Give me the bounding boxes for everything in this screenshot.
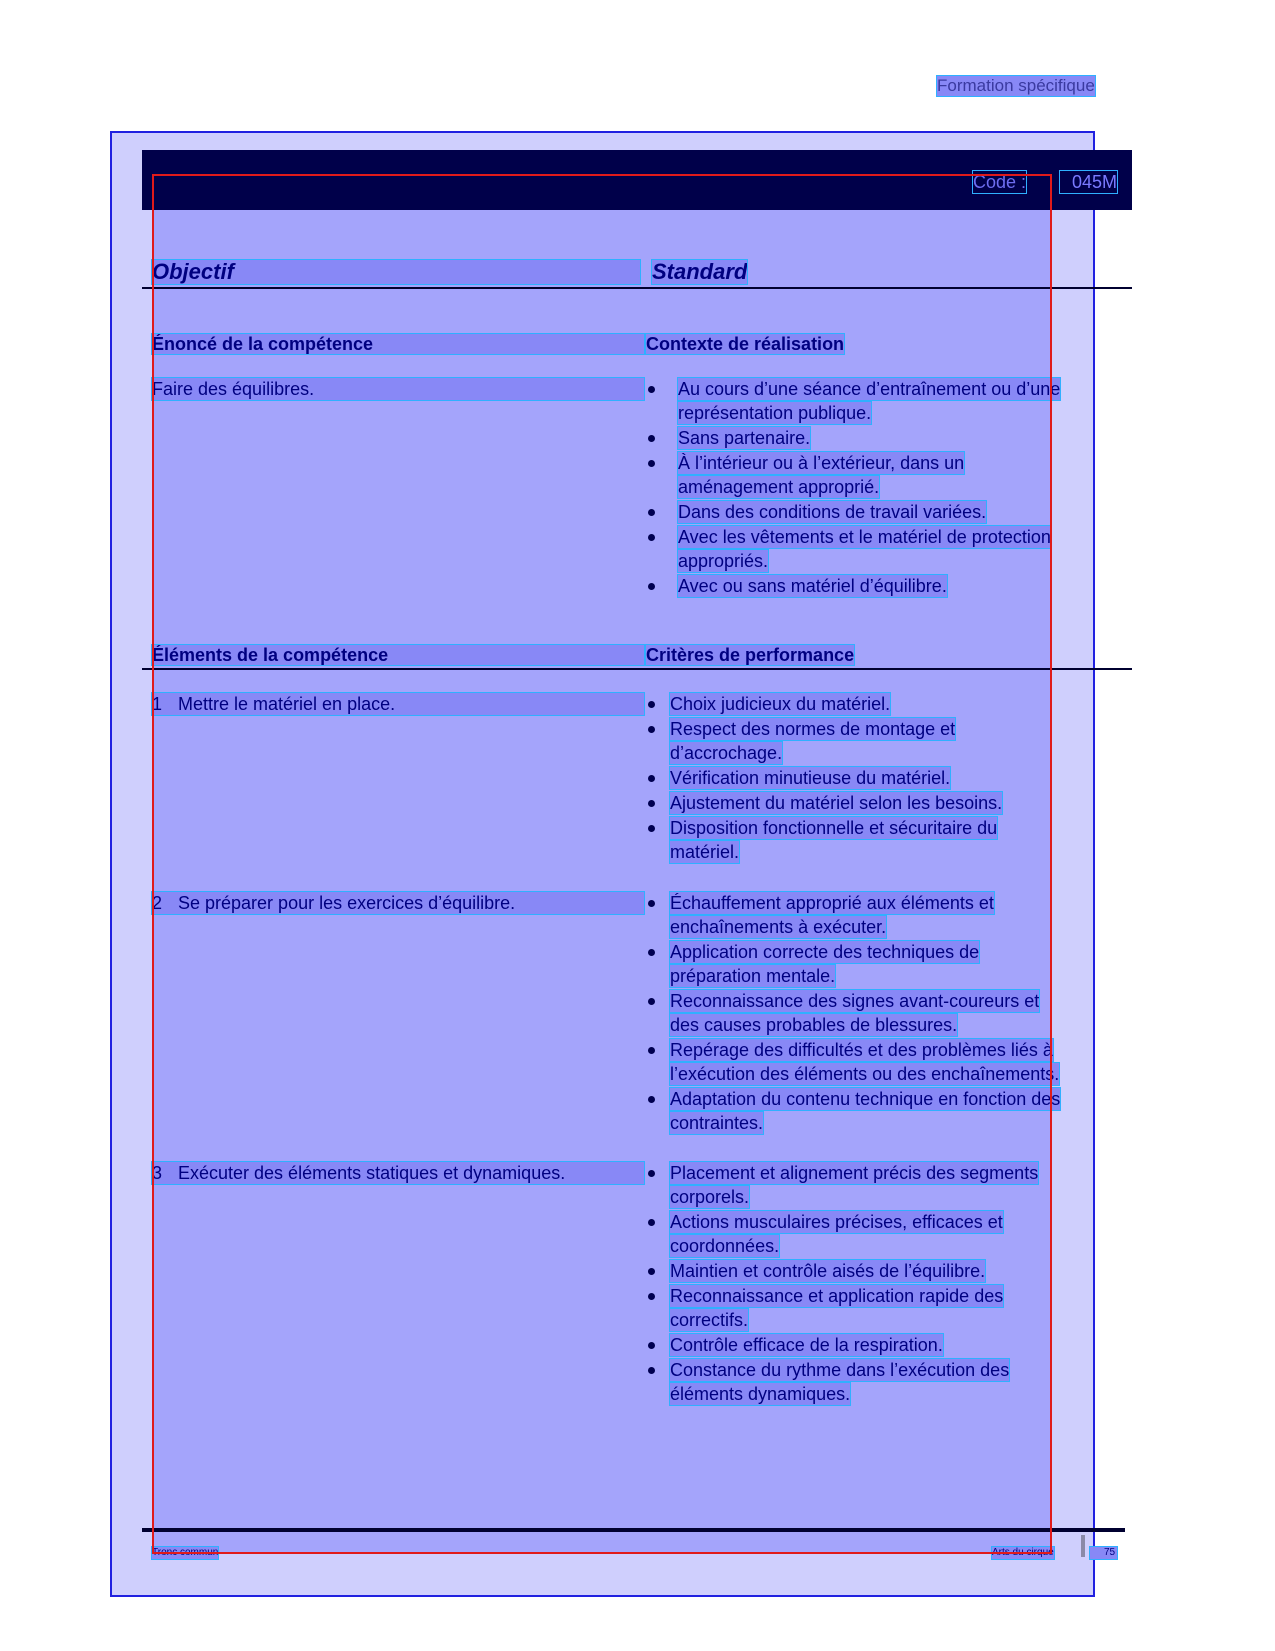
criteria-item-line: coordonnées. bbox=[670, 1236, 780, 1256]
element-number: 2 bbox=[152, 893, 163, 913]
criteria-item-line: Disposition fonctionnelle et sécuritaire du bbox=[670, 818, 998, 838]
criteria-item-line: éléments dynamiques. bbox=[670, 1384, 851, 1404]
footer-separator bbox=[1081, 1535, 1085, 1557]
bullet-icon bbox=[648, 1047, 655, 1054]
bullet-icon bbox=[648, 900, 655, 907]
top-label: Formation spécifique bbox=[937, 76, 1095, 95]
footer-page-number: 75 bbox=[1090, 1547, 1117, 1559]
criteria-item-line: Actions musculaires précises, efficaces et bbox=[670, 1212, 1003, 1232]
criteria-item-line: matériel. bbox=[670, 842, 740, 862]
criteria-item-line: corporels. bbox=[670, 1187, 750, 1207]
enonce-heading: Énoncé de la compétence bbox=[152, 334, 644, 354]
enonce-text: Faire des équilibres. bbox=[152, 378, 644, 400]
bullet-icon bbox=[648, 1096, 655, 1103]
contexte-item-line: appropriés. bbox=[678, 551, 769, 571]
element-item bbox=[152, 1162, 644, 1184]
contexte-item-line: Dans des conditions de travail variées. bbox=[678, 502, 987, 522]
criteria-heading: Critères de performance bbox=[646, 645, 855, 665]
footer-rule bbox=[142, 1528, 1125, 1532]
footer-right: Arts du cirque bbox=[992, 1547, 1054, 1558]
element-text: Exécuter des éléments statiques et dynamiques. bbox=[178, 1163, 566, 1183]
bullet-icon bbox=[648, 1219, 655, 1226]
elements-heading: Éléments de la compétence bbox=[152, 645, 644, 665]
contexte-item-line: représentation publique. bbox=[678, 403, 872, 423]
bullet-icon bbox=[648, 825, 655, 832]
criteria-item-line: contraintes. bbox=[670, 1113, 764, 1133]
element-text: Mettre le matériel en place. bbox=[178, 694, 396, 714]
footer-left: Tronc commun bbox=[152, 1547, 219, 1558]
criteria-item-line: Placement et alignement précis des segments bbox=[670, 1163, 1039, 1183]
bullet-icon bbox=[648, 726, 655, 733]
criteria-item-line: enchaînements à exécuter. bbox=[670, 917, 887, 937]
criteria-item-line: l’exécution des éléments ou des enchaînements. bbox=[670, 1064, 1060, 1084]
column-title-right: Standard bbox=[652, 259, 748, 284]
bullet-icon bbox=[648, 1170, 655, 1177]
contexte-item-line: À l’intérieur ou à l’extérieur, dans un bbox=[678, 453, 965, 473]
bullet-icon bbox=[648, 998, 655, 1005]
criteria-item-line: d’accrochage. bbox=[670, 743, 783, 763]
bullet-icon bbox=[648, 1268, 655, 1275]
criteria-item-line: Application correcte des techniques de bbox=[670, 942, 980, 962]
criteria-item-line: des causes probables de blessures. bbox=[670, 1015, 958, 1035]
bullet-icon bbox=[648, 949, 655, 956]
element-text: Se préparer pour les exercices d’équilibre. bbox=[178, 893, 516, 913]
bullet-icon bbox=[648, 509, 655, 516]
criteria-item-line: Échauffement approprié aux éléments et bbox=[670, 893, 994, 913]
code-value: 045M bbox=[1060, 171, 1117, 193]
criteria-item-line: Ajustement du matériel selon les besoins. bbox=[670, 793, 1003, 813]
bullet-icon bbox=[648, 701, 655, 708]
bullet-icon bbox=[648, 583, 655, 590]
criteria-item-line: Vérification minutieuse du matériel. bbox=[670, 768, 951, 788]
bullet-icon bbox=[648, 460, 655, 467]
criteria-item-line: préparation mentale. bbox=[670, 966, 836, 986]
bullet-icon bbox=[648, 1342, 655, 1349]
criteria-item-line: Maintien et contrôle aisés de l’équilibre. bbox=[670, 1261, 986, 1281]
bullet-icon bbox=[648, 435, 655, 442]
bullet-icon bbox=[648, 1367, 655, 1374]
code-label: Code : bbox=[973, 172, 1027, 192]
contexte-item-line: Avec ou sans matériel d’équilibre. bbox=[678, 576, 947, 596]
contexte-item-line: Avec les vêtements et le matériel de protection bbox=[678, 527, 1051, 547]
contexte-item-line: aménagement approprié. bbox=[678, 477, 880, 497]
criteria-item-line: Reconnaissance des signes avant-coureurs et bbox=[670, 991, 1040, 1011]
column-divider bbox=[142, 287, 1132, 289]
criteria-item-line: Choix judicieux du matériel. bbox=[670, 694, 891, 714]
criteria-item-line: Contrôle efficace de la respiration. bbox=[670, 1335, 943, 1355]
criteria-item-line: Respect des normes de montage et bbox=[670, 719, 956, 739]
criteria-item-line: Reconnaissance et application rapide des bbox=[670, 1286, 1004, 1306]
criteria-item-line: correctifs. bbox=[670, 1310, 749, 1330]
bullet-icon bbox=[648, 1293, 655, 1300]
element-number: 1 bbox=[152, 694, 163, 714]
criteria-item-line: Adaptation du contenu technique en fonction des bbox=[670, 1089, 1061, 1109]
contexte-item-line: Au cours d’une séance d’entraînement ou d’une bbox=[678, 379, 1061, 399]
element-item bbox=[152, 693, 644, 715]
bullet-icon bbox=[648, 800, 655, 807]
element-number: 3 bbox=[152, 1163, 163, 1183]
bullet-icon bbox=[648, 386, 655, 393]
criteria-item-line: Constance du rythme dans l’exécution des bbox=[670, 1360, 1010, 1380]
contexte-heading: Contexte de réalisation bbox=[646, 334, 845, 354]
section-divider bbox=[142, 668, 1132, 670]
contexte-item-line: Sans partenaire. bbox=[678, 428, 811, 448]
element-item bbox=[152, 892, 644, 914]
column-title-left: Objectif bbox=[152, 260, 640, 284]
bullet-icon bbox=[648, 534, 655, 541]
bullet-icon bbox=[648, 775, 655, 782]
criteria-item-line: Repérage des difficultés et des problèmes liés à bbox=[670, 1040, 1053, 1060]
